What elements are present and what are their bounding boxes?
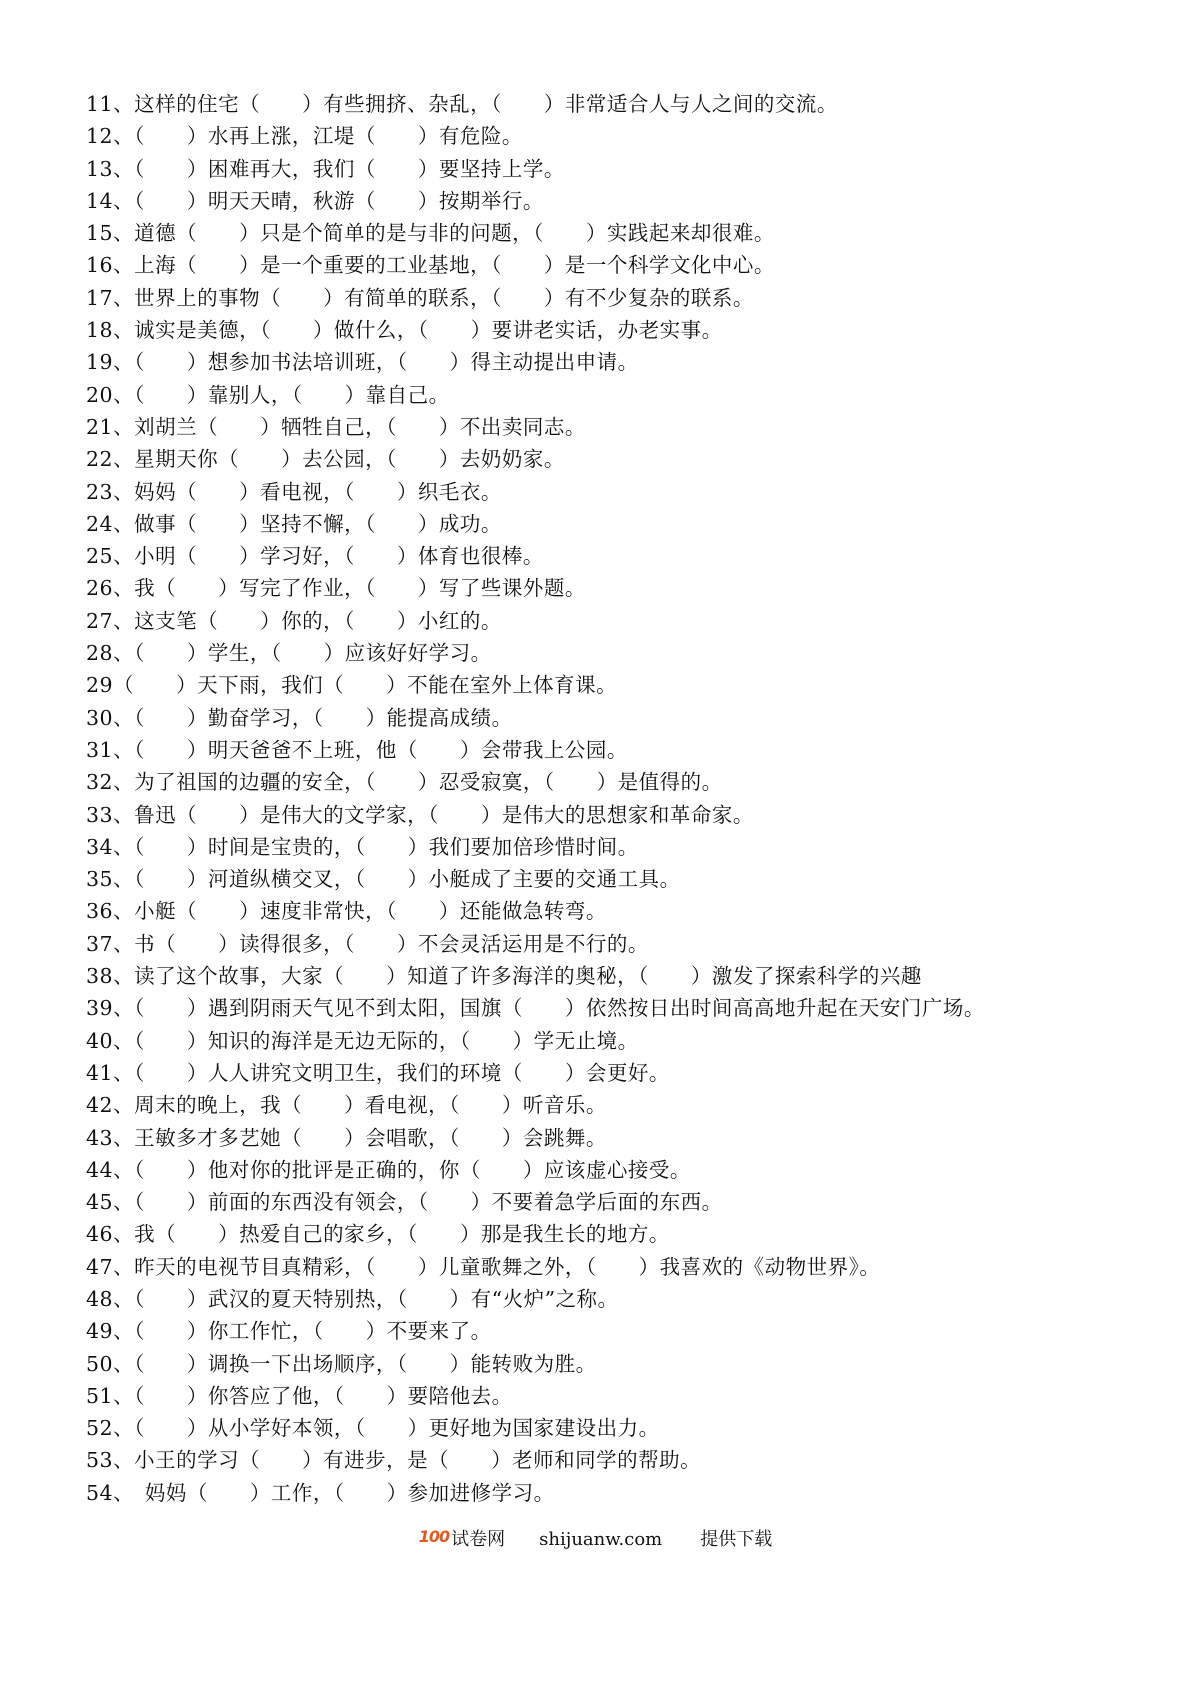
- question-item: 47、昨天的电视节目真精彩，（ ）儿童歌舞之外，（ ）我喜欢的《动物世界》。: [86, 1254, 881, 1279]
- question-item: 25、小明（ ）学习好，（ ）体育也很棒。: [86, 544, 544, 569]
- question-item: 43、王敏多才多艺她（ ）会唱歌，（ ）会跳舞。: [86, 1125, 607, 1150]
- question-item: 24、做事（ ）坚持不懈，（ ）成功。: [86, 511, 502, 536]
- question-item: 33、鲁迅（ ）是伟大的文学家，（ ）是伟大的思想家和革命家。: [86, 802, 754, 827]
- question-item: 34、（ ）时间是宝贵的，（ ）我们要加倍珍惜时间。: [86, 834, 639, 859]
- question-item: 39、（ ）遇到阴雨天气见不到太阳，国旗（ ）依然按日出时间高高地升起在天安门广场。: [86, 996, 985, 1021]
- question-item: 37、书（ ）读得很多，（ ）不会灵活运用是不行的。: [86, 931, 649, 956]
- question-item: 45、（ ）前面的东西没有领会，（ ）不要着急学后面的东西。: [86, 1190, 723, 1215]
- question-item: 23、妈妈（ ）看电视，（ ）织毛衣。: [86, 479, 502, 504]
- download-note: 提供下载: [700, 1529, 773, 1550]
- question-item: 30、（ ）勤奋学习，（ ）能提高成绩。: [86, 705, 513, 730]
- question-item: 46、我（ ）热爱自己的家乡，（ ）那是我生长的地方。: [86, 1222, 670, 1247]
- site-logo: 100: [418, 1527, 450, 1546]
- question-item: 13、（ ）困难再大，我们（ ）要坚持上学。: [86, 156, 565, 181]
- question-item: 18、诚实是美德，（ ）做什么，（ ）要讲老实话，办老实事。: [86, 318, 723, 343]
- question-item: 42、周末的晚上，我（ ）看电视，（ ）听音乐。: [86, 1093, 607, 1118]
- question-item: 41、（ ）人人讲究文明卫生，我们的环境（ ）会更好。: [86, 1060, 670, 1085]
- question-item: 19、（ ）想参加书法培训班，（ ）得主动提出申请。: [86, 350, 639, 375]
- question-item: 17、世界上的事物（ ）有简单的联系，（ ）有不少复杂的联系。: [86, 285, 754, 310]
- question-item: 28、（ ）学生，（ ）应该好好学习。: [86, 641, 492, 666]
- question-item: 12、（ ）水再上涨，江堤（ ）有危险。: [86, 124, 523, 149]
- question-item: 40、（ ）知识的海洋是无边无际的，（ ）学无止境。: [86, 1028, 639, 1053]
- question-item: 27、这支笔（ ）你的，（ ）小红的。: [86, 608, 502, 633]
- site-url[interactable]: shijuanw.com: [539, 1529, 663, 1550]
- question-item: 50、（ ）调换一下出场顺序，（ ）能转败为胜。: [86, 1351, 597, 1376]
- question-item: 14、（ ）明天天晴，秋游（ ）按期举行。: [86, 188, 544, 213]
- question-item: 36、小艇（ ）速度非常快，（ ）还能做急转弯。: [86, 899, 607, 924]
- question-item: 26、我（ ）写完了作业，（ ）写了些课外题。: [86, 576, 586, 601]
- question-item: 21、刘胡兰（ ）牺牲自己，（ ）不出卖同志。: [86, 414, 586, 439]
- question-item: 52、（ ）从小学好本领，（ ）更好地为国家建设出力。: [86, 1416, 660, 1441]
- question-item: 22、星期天你（ ）去公园，（ ）去奶奶家。: [86, 447, 565, 472]
- question-list: [86, 88, 1166, 1509]
- question-item: 35、（ ）河道纵横交叉，（ ）小艇成了主要的交通工具。: [86, 867, 681, 892]
- question-item: 31、（ ）明天爸爸不上班，他（ ）会带我上公园。: [86, 737, 628, 762]
- site-name: 试卷网: [451, 1529, 506, 1550]
- question-item: 16、上海（ ）是一个重要的工业基地，（ ）是一个科学文化中心。: [86, 253, 775, 278]
- question-item: 32、为了祖国的边疆的安全，（ ）忍受寂寞，（ ）是值得的。: [86, 770, 723, 795]
- question-item: 53、小王的学习（ ）有进步，是（ ）老师和同学的帮助。: [86, 1448, 702, 1473]
- question-item: 38、读了这个故事，大家（ ）知道了许多海洋的奥秘，（ ）激发了探索科学的兴趣: [86, 964, 922, 989]
- question-item: 29（ ）天下雨，我们（ ）不能在室外上体育课。: [86, 673, 618, 698]
- question-item: 11、这样的住宅（ ）有些拥挤、杂乱，（ ）非常适合人与人之间的交流。: [86, 92, 838, 116]
- question-item: 15、道德（ ）只是个简单的是与非的问题，（ ）实践起来却很难。: [86, 221, 775, 246]
- page-footer: [0, 1525, 1191, 1551]
- question-item: 51、（ ）你答应了他，（ ）要陪他去。: [86, 1383, 513, 1408]
- question-item: 48、（ ）武汉的夏天特别热，（ ）有“火炉”之称。: [86, 1286, 619, 1311]
- question-item: 20、（ ）靠别人，（ ）靠自己。: [86, 382, 450, 407]
- question-item: 44、（ ）他对你的批评是正确的，你（ ）应该虚心接受。: [86, 1157, 691, 1182]
- question-item: 49、（ ）你工作忙，（ ）不要来了。: [86, 1319, 492, 1344]
- question-item: 54、 妈妈（ ）工作，（ ）参加进修学习。: [86, 1480, 555, 1505]
